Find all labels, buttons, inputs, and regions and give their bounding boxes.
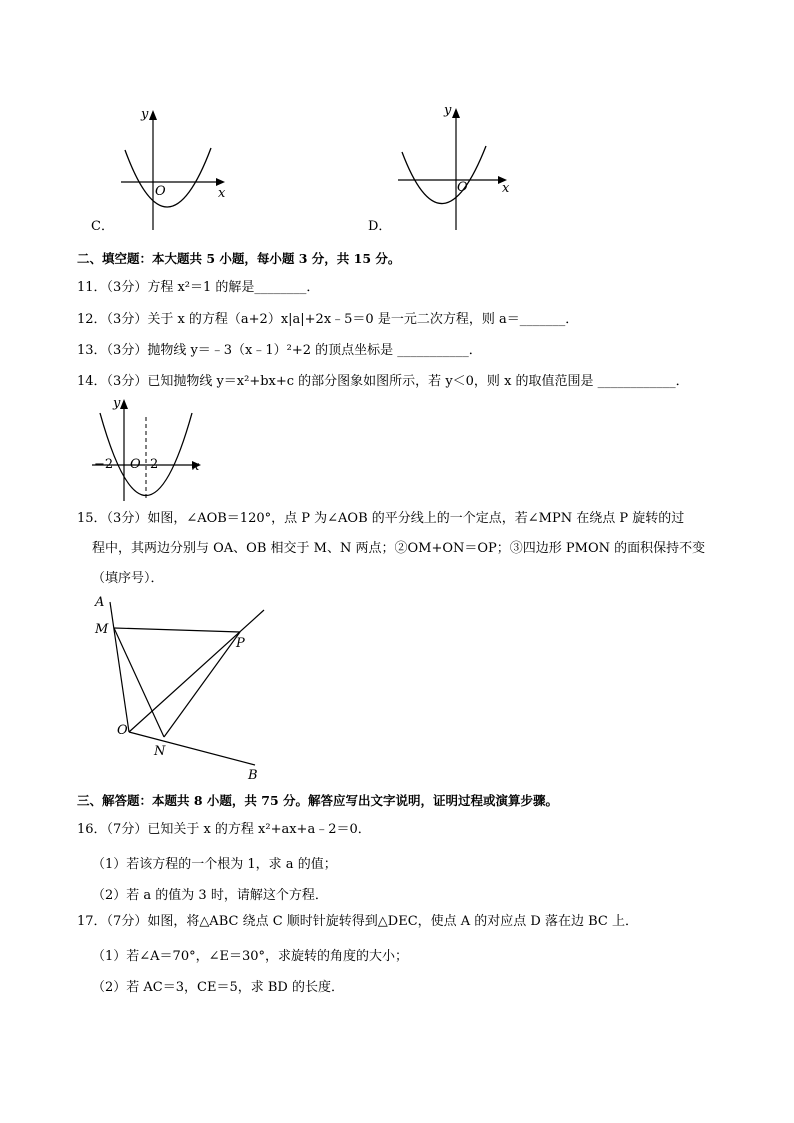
point-p-label: P bbox=[236, 636, 245, 651]
q14-origin-label: O bbox=[130, 457, 141, 472]
question-17: 17．（7分）如图，将△ABC 绕点 C 顺时针旋转得到△DEC，使点 A 的对应点 D 落在边 BC 上． bbox=[77, 914, 638, 929]
graph-d-y-label: y bbox=[444, 103, 452, 118]
q14-x-label: x bbox=[192, 459, 200, 474]
question-16-part-2: （2）若 a 的值为 3 时，请解这个方程． bbox=[92, 888, 328, 903]
question-15-line-2: 程中，其两边分别与 OA、OB 相交于 M、N 两点；②OM+ON＝OP；③四边形 PMON 的面积保持不变 bbox=[92, 541, 706, 556]
question-11: 11．（3分）方程 x²＝1 的解是________． bbox=[77, 280, 320, 295]
q14-two-label: 2 bbox=[150, 457, 159, 472]
question-14-parabola-graph bbox=[88, 393, 208, 503]
point-m-label: M bbox=[95, 622, 109, 637]
graph-c-origin-label: O bbox=[155, 184, 166, 199]
graph-d-x-label: x bbox=[502, 181, 510, 196]
question-14: 14．（3分）已知抛物线 y＝x²+bx+c 的部分图象如图所示，若 y＜0，则 x 的取值范围是 ____________． bbox=[77, 374, 689, 389]
point-a-label: A bbox=[95, 595, 105, 610]
option-c-label: C． bbox=[91, 219, 114, 234]
graph-option-d bbox=[362, 98, 532, 235]
graph-d-origin-label: O bbox=[457, 180, 468, 195]
question-17-part-2: （2）若 AC＝3，CE＝5，求 BD 的长度． bbox=[92, 980, 344, 995]
option-d-label: D． bbox=[368, 219, 392, 234]
question-16-part-1: （1）若该方程的一个根为 1，求 a 的值； bbox=[92, 857, 337, 872]
section-answer-title: 三、解答题：本题共 8 小题，共 75 分。解答应写出文字说明，证明过程或演算步骤。 bbox=[77, 793, 559, 808]
q14-y-label: y bbox=[113, 396, 121, 411]
question-12: 12．（3分）关于 x 的方程（a+2）x|a|+2x﹣5＝0 是一元二次方程，则 a＝_______． bbox=[77, 312, 579, 327]
point-o-label: O bbox=[117, 723, 128, 738]
question-15-geometry-figure bbox=[88, 590, 273, 785]
graph-c-y-label: y bbox=[141, 107, 149, 122]
question-13: 13．（3分）抛物线 y＝﹣3（x﹣1）²+2 的顶点坐标是 ___________． bbox=[77, 343, 482, 358]
point-b-label: B bbox=[248, 768, 258, 783]
question-15-line-3: （填序号）． bbox=[92, 571, 164, 586]
graph-option-c bbox=[85, 100, 245, 235]
q14-neg-two-label: −2 bbox=[94, 457, 114, 472]
question-17-part-1: （1）若∠A＝70°，∠E＝30°，求旋转的角度的大小； bbox=[92, 949, 409, 964]
graph-c-x-label: x bbox=[218, 186, 226, 201]
point-n-label: N bbox=[154, 744, 166, 759]
section-fill-in-title: 二、填空题：本大题共 5 小题，每小题 3 分，共 15 分。 bbox=[77, 251, 401, 266]
question-15-line-1: 15．（3分）如图，∠AOB＝120°，点 P 为∠AOB 的平分线上的一个定点，若∠MPN 在绕点 P 旋转的过 bbox=[77, 511, 685, 526]
question-16: 16．（7分）已知关于 x 的方程 x²+ax+a﹣2＝0． bbox=[77, 822, 371, 837]
